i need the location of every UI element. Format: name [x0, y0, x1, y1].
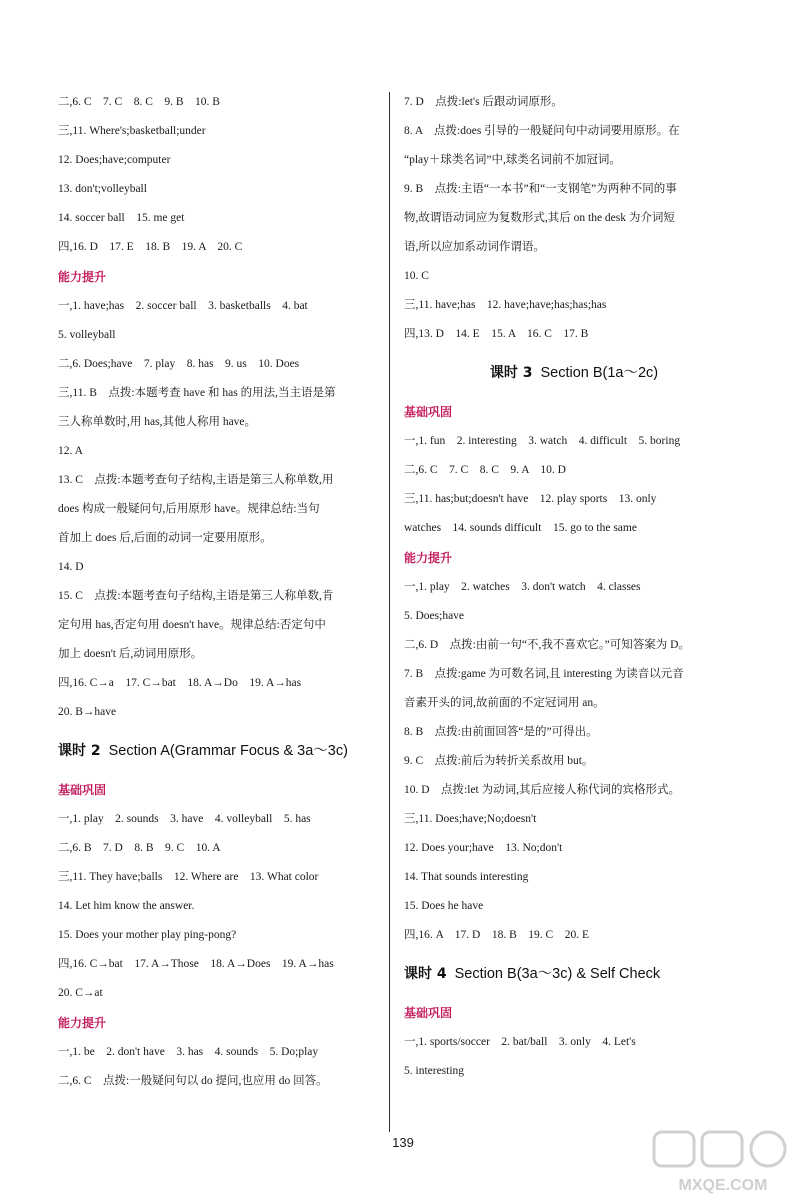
page-number: 139 — [392, 1135, 414, 1150]
answer-line: 12. Does your;have 13. No;don't — [404, 842, 563, 854]
answer-line: 三,11. has;but;doesn't have 12. play sports 13. only — [404, 493, 657, 505]
answer-line: 7. B 点拨:game 为可数名词,且 interesting 为读音以元音 — [404, 668, 684, 680]
answer-line: 二,6. C 7. C 8. C 9. B 10. B — [58, 96, 220, 108]
lesson-number: 课时 3 — [489, 365, 533, 381]
answer-line: 12. Does;have;computer — [58, 154, 171, 166]
answer-line: 14. Let him know the answer. — [58, 900, 195, 912]
answer-line: 13. C 点拨:本题考查句子结构,主语是第三人称单数,用 — [58, 474, 334, 486]
answer-line: 9. B 点拨:主语“一本书”和“一支钢笔”为两种不同的事 — [404, 183, 677, 195]
answer-line: 一,1. be 2. don't have 3. has 4. sounds 5. Do;play — [58, 1046, 319, 1058]
subsection-heading: 能力提升 — [58, 1016, 107, 1030]
left-column — [58, 88, 384, 1096]
answer-line: 7. D 点拨:let's 后跟动词原形。 — [404, 96, 563, 108]
answer-line: 10. C — [404, 270, 429, 282]
lesson-number: 课时 2 — [58, 743, 101, 759]
answer-line: 四,13. D 14. E 15. A 16. C 17. B — [404, 328, 589, 340]
watermark-text: MXQE.COM — [678, 1177, 768, 1194]
answer-line: 一,1. sports/soccer 2. bat/ball 3. only 4. Let's — [404, 1036, 636, 1048]
subsection-heading: 基础巩固 — [404, 405, 453, 419]
answer-line: 二,6. C 点拨:一般疑问句以 do 提问,也应用 do 回答。 — [58, 1075, 328, 1087]
lesson-heading — [404, 349, 744, 397]
answer-line: 12. A — [58, 445, 83, 457]
answer-line: 四,16. C→a 17. C→bat 18. A→Do 19. A→has — [58, 677, 302, 689]
answer-line: 一,1. play 2. watches 3. don't watch 4. classes — [404, 581, 641, 593]
answer-line: “play＋球类名词”中,球类名词前不加冠词。 — [404, 154, 621, 166]
watermark-logo — [648, 1126, 798, 1196]
answer-line: 一,1. fun 2. interesting 3. watch 4. difficult 5. boring — [404, 435, 681, 447]
answer-line: 三,11. Where's;basketball;under — [58, 125, 206, 137]
answer-line: 8. B 点拨:由前面回答“是的”可得出。 — [404, 726, 598, 738]
answer-line: 定句用 has,否定句用 doesn't have。规律总结:否定句中 — [58, 619, 326, 631]
lesson-heading — [58, 727, 384, 775]
answer-line: 14. D — [58, 561, 84, 573]
answer-line: watches 14. sounds difficult 15. go to the same — [404, 522, 637, 534]
lesson-number: 课时 4 — [404, 966, 447, 982]
answer-line: 二,6. B 7. D 8. B 9. C 10. A — [58, 842, 221, 854]
answer-line: 15. C 点拨:本题考查句子结构,主语是第三人称单数,肯 — [58, 590, 334, 602]
column-divider — [389, 92, 390, 1132]
answer-line: 20. B→have — [58, 706, 117, 718]
answer-line: 四,16. C→bat 17. A→Those 18. A→Does 19. A→has — [58, 958, 334, 970]
lesson-title: Section B(3a～3c) & Self Check — [454, 966, 661, 982]
answer-line: 一,1. have;has 2. soccer ball 3. basketballs 4. bat — [58, 300, 308, 312]
answer-line: 9. C 点拨:前后为转折关系故用 but。 — [404, 755, 594, 767]
answer-line: 加上 doesn't 后,动词用原形。 — [58, 648, 203, 660]
answer-line: 三,11. B 点拨:本题考查 have 和 has 的用法,当主语是第 — [58, 387, 336, 399]
subsection-heading: 基础巩固 — [404, 1006, 453, 1020]
answer-line: 20. C→at — [58, 987, 103, 999]
answer-line: 15. Does your mother play ping-pong? — [58, 929, 237, 941]
answer-line: 5. Does;have — [404, 610, 465, 622]
answer-line: does 构成一般疑问句,后用原形 have。规律总结:当句 — [58, 503, 320, 515]
answer-line: 15. Does he have — [404, 900, 484, 912]
answer-line: 二,6. D 点拨:由前一句“不,我不喜欢它。”可知答案为 D。 — [404, 639, 690, 651]
subsection-heading: 能力提升 — [58, 270, 107, 284]
answer-line: 音素开头的词,故前面的不定冠词用 an。 — [404, 697, 605, 709]
right-column — [404, 88, 744, 1086]
answer-line: 二,6. Does;have 7. play 8. has 9. us 10. Does — [58, 358, 300, 370]
answer-line: 四,16. D 17. E 18. B 19. A 20. C — [58, 241, 243, 253]
lesson-title: Section A(Grammar Focus & 3a～3c) — [108, 743, 348, 759]
answer-line: 14. soccer ball 15. me get — [58, 212, 185, 224]
answer-line: 三,11. They have;balls 12. Where are 13. What color — [58, 871, 319, 883]
answer-line: 二,6. C 7. C 8. C 9. A 10. D — [404, 464, 566, 476]
subsection-heading: 能力提升 — [404, 551, 453, 565]
lesson-heading — [404, 950, 744, 998]
answer-line: 四,16. A 17. D 18. B 19. C 20. E — [404, 929, 589, 941]
answer-line: 三人称单数时,用 has,其他人称用 have。 — [58, 416, 257, 428]
answer-line: 物,故谓语动词应为复数形式,其后 on the desk 为介词短 — [404, 212, 675, 224]
answer-line: 一,1. play 2. sounds 3. have 4. volleyball 5. has — [58, 813, 311, 825]
answer-line: 8. A 点拨:does 引导的一般疑问句中动词要用原形。在 — [404, 125, 680, 137]
answer-line: 5. interesting — [404, 1065, 465, 1077]
answer-line: 14. That sounds interesting — [404, 871, 529, 883]
answer-line: 13. don't;volleyball — [58, 183, 147, 195]
answer-line: 语,所以应加系动词作谓语。 — [404, 241, 545, 253]
answer-line: 10. D 点拨:let 为动词,其后应接人称代词的宾格形式。 — [404, 784, 680, 796]
subsection-heading: 基础巩固 — [58, 783, 107, 797]
answer-line: 5. volleyball — [58, 329, 116, 341]
answer-line: 首加上 does 后,后面的动词一定要用原形。 — [58, 532, 272, 544]
lesson-title: Section B(1a～2c) — [540, 365, 659, 381]
answer-line: 三,11. have;has 12. have;have;has;has;has — [404, 299, 607, 311]
answer-line: 三,11. Does;have;No;doesn't — [404, 813, 537, 825]
